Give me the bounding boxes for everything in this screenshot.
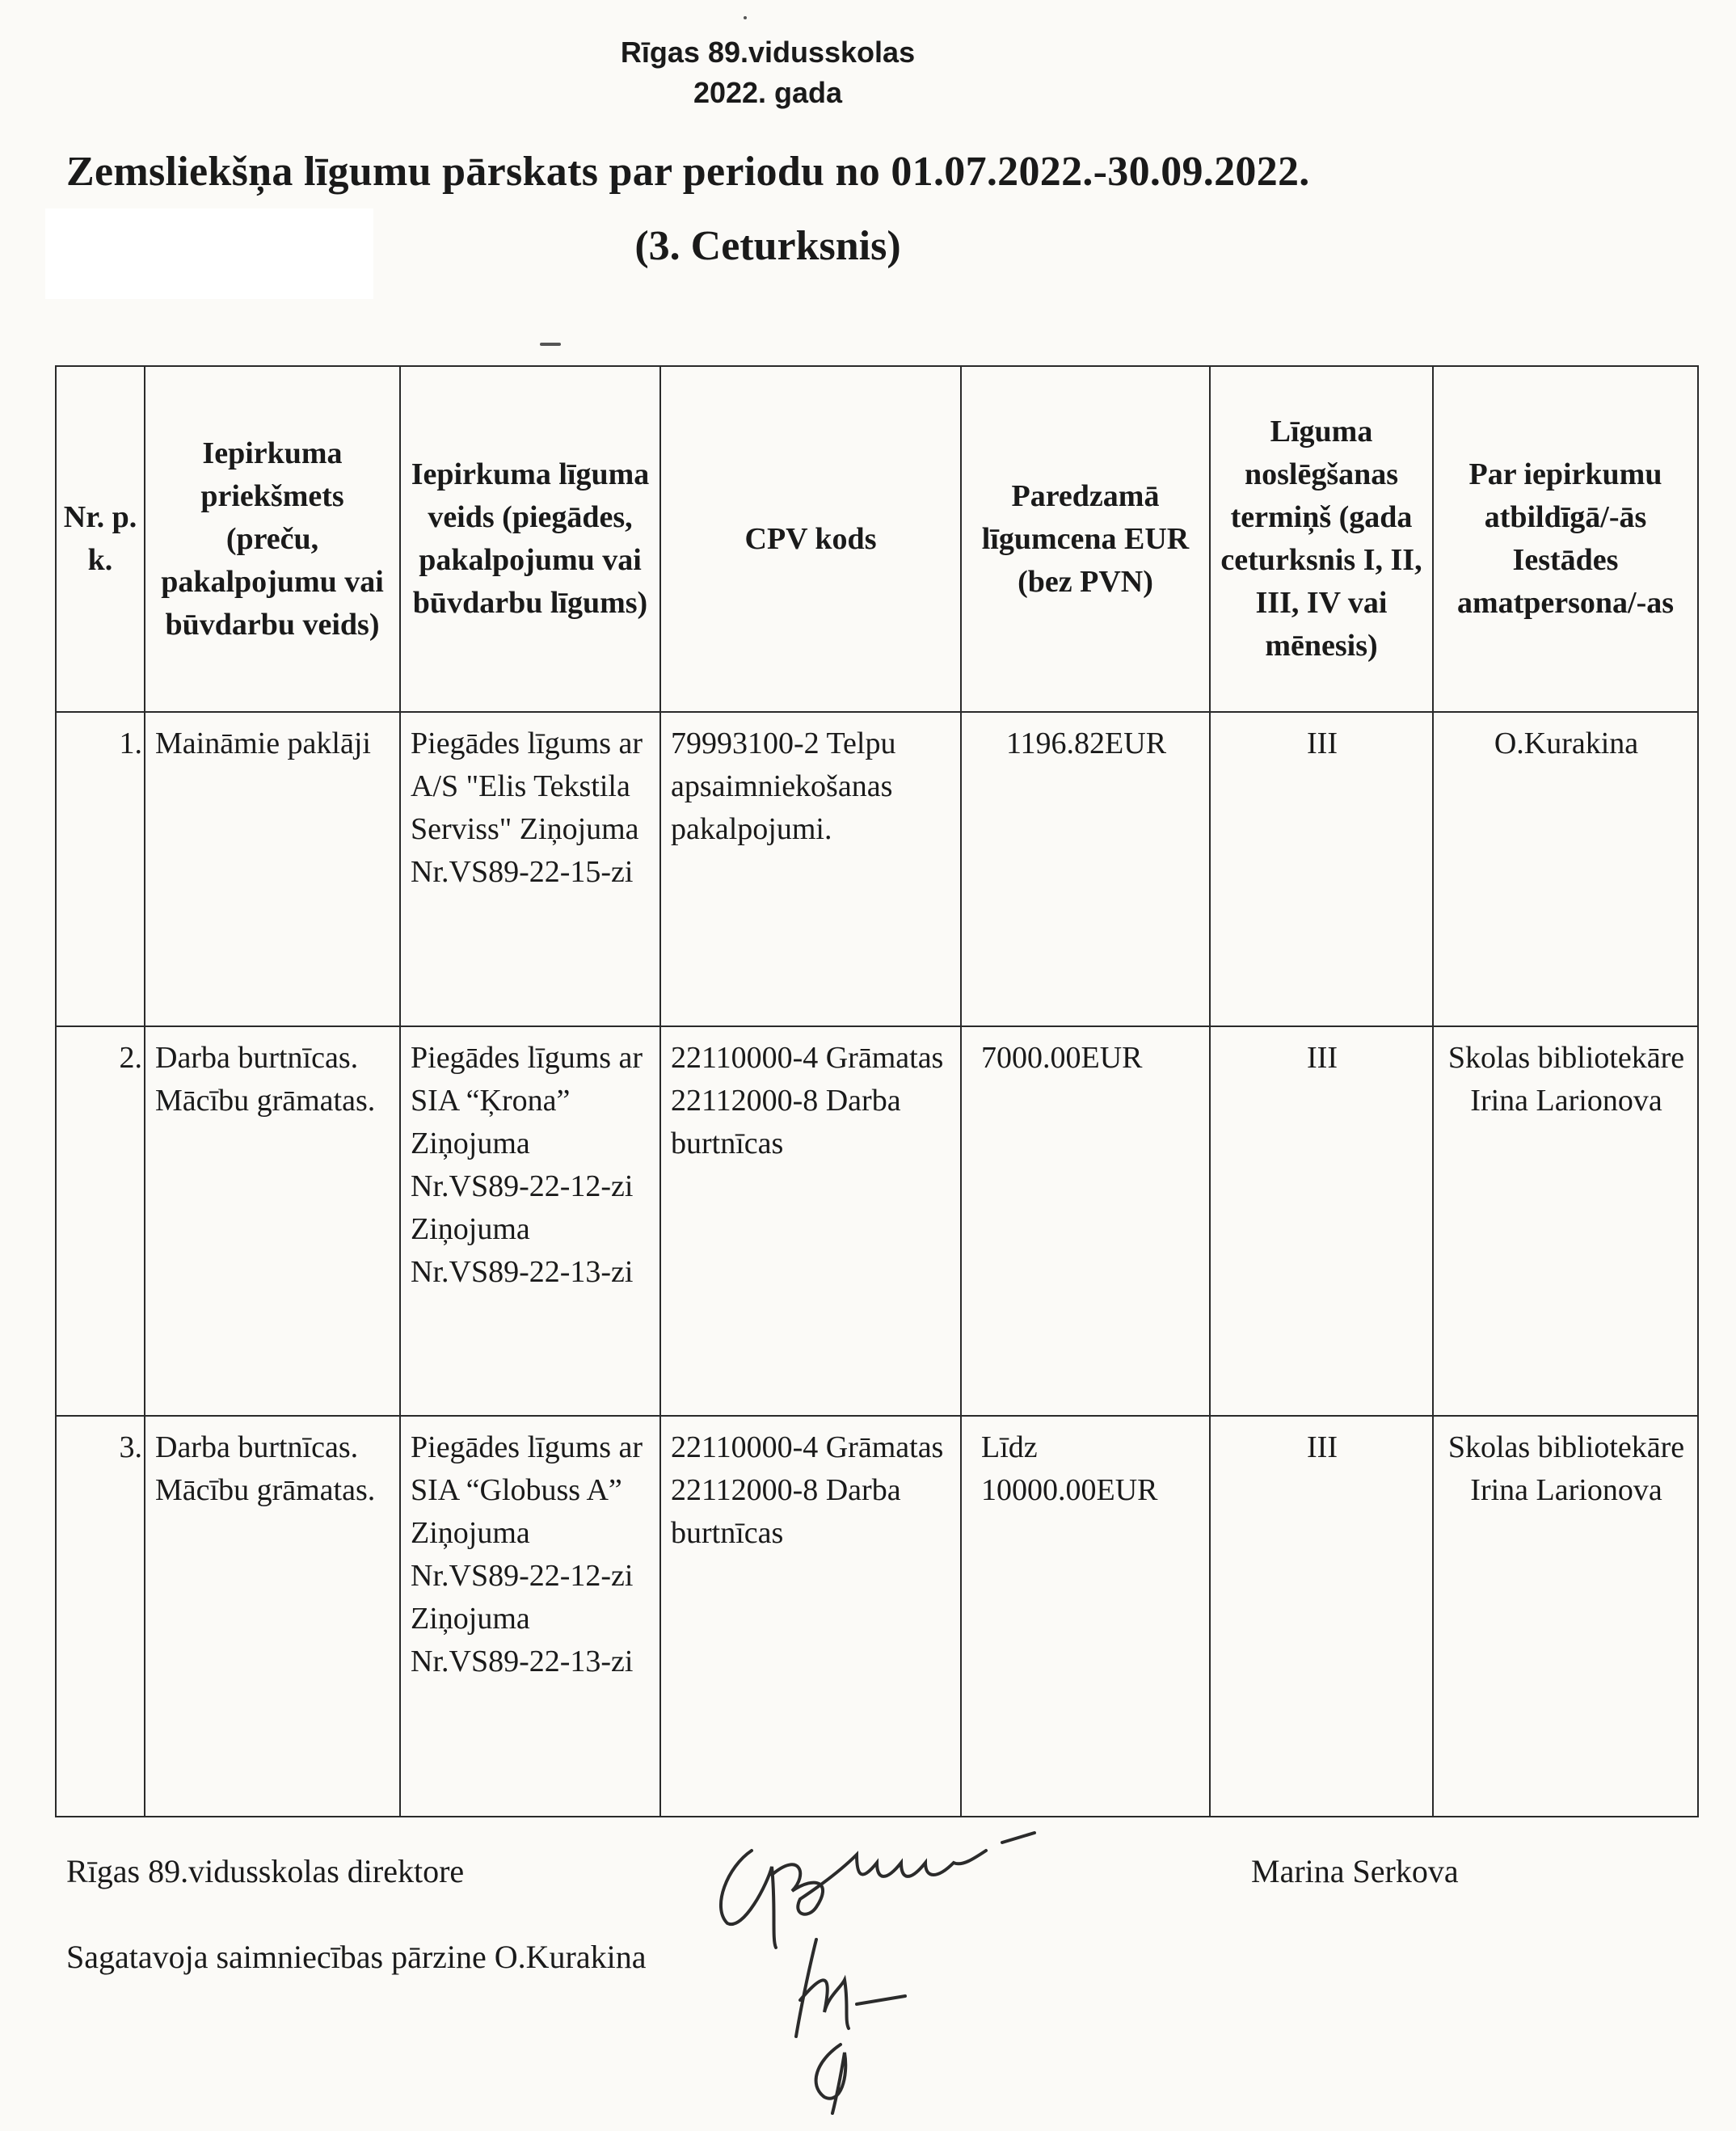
row-number: 1.: [56, 712, 145, 1026]
document-header: [0, 32, 1536, 113]
col-header-subject: Iepirkuma priekšmets (preču, pakalpojumu vai būvdarbu veids): [145, 366, 400, 712]
row-subject: Maināmie paklāji: [145, 712, 400, 1026]
row-cpv: 22110000-4 Grāmatas 22112000-8 Darba burtnīcas: [660, 1026, 961, 1416]
table-row: [56, 712, 1698, 1026]
row-term: III: [1210, 1026, 1433, 1416]
col-header-responsible: Par iepirkumu atbildīgā/-ās Iestādes amatpersona/-as: [1433, 366, 1698, 712]
row-cpv: 79993100-2 Telpu apsaimniekošanas pakalpojumi.: [660, 712, 961, 1026]
scan-speck: [540, 343, 561, 346]
row-cpv: 22110000-4 Grāmatas 22112000-8 Darba burtnīcas: [660, 1416, 961, 1817]
prepared-by: Sagatavoja saimniecības pārzine O.Kurakina: [66, 1939, 647, 1975]
row-subject: Darba burtnīcas. Mācību grāmatas.: [145, 1416, 400, 1817]
row-price: 1196.82EUR: [961, 712, 1210, 1026]
row-responsible: Skolas bibliotekāre Irina Larionova: [1433, 1416, 1698, 1817]
scan-speck: [744, 16, 747, 19]
row-price: 7000.00EUR: [961, 1026, 1210, 1416]
preparer-signature: [768, 1923, 929, 2117]
table-row: [56, 1416, 1698, 1817]
row-contract-type: Piegādes līgums ar SIA “Globuss A” Ziņojuma Nr.VS89-22-12-zi Ziņojuma Nr.VS89-22-13-zi: [400, 1416, 660, 1817]
procurement-table: [55, 365, 1699, 1817]
table-row: [56, 1026, 1698, 1416]
row-responsible: O.Kurakina: [1433, 712, 1698, 1026]
row-subject: Darba burtnīcas. Mācību grāmatas.: [145, 1026, 400, 1416]
row-number: 2.: [56, 1026, 145, 1416]
col-header-cpv: CPV kods: [660, 366, 961, 712]
row-price: Līdz 10000.00EUR: [961, 1416, 1210, 1817]
col-header-price: Paredzamā līgumcena EUR (bez PVN): [961, 366, 1210, 712]
row-term: III: [1210, 712, 1433, 1026]
col-header-contract-type: Iepirkuma līguma veids (piegādes, pakalpojumu vai būvdarbu līgums): [400, 366, 660, 712]
report-subtitle: (3. Ceturksnis): [634, 223, 901, 269]
col-header-term: Līguma noslēgšanas termiņš (gada ceturksnis I, II, III, IV vai mēnesis): [1210, 366, 1433, 712]
redaction-block: [45, 208, 373, 299]
row-number: 3.: [56, 1416, 145, 1817]
col-header-nr: Nr. p. k.: [56, 366, 145, 712]
row-term: III: [1210, 1416, 1433, 1817]
school-name: Rīgas 89.vidusskolas: [620, 36, 916, 69]
report-year: 2022. gada: [693, 76, 843, 109]
row-responsible: Skolas bibliotekāre Irina Larionova: [1433, 1026, 1698, 1416]
table-header-row: [56, 366, 1698, 712]
director-name: Marina Serkova: [1251, 1853, 1459, 1889]
director-label: Rīgas 89.vidusskolas direktore: [66, 1853, 465, 1889]
row-contract-type: Piegādes līgums ar SIA “Ķrona” Ziņojuma Nr.VS89-22-12-zi Ziņojuma Nr.VS89-22-13-zi: [400, 1026, 660, 1416]
report-title: Zemsliekšņa līgumu pārskats par periodu no 01.07.2022.-30.09.2022.: [66, 149, 1310, 195]
row-contract-type: Piegādes līgums ar A/S "Elis Tekstila Serviss" Ziņojuma Nr.VS89-22-15-zi: [400, 712, 660, 1026]
